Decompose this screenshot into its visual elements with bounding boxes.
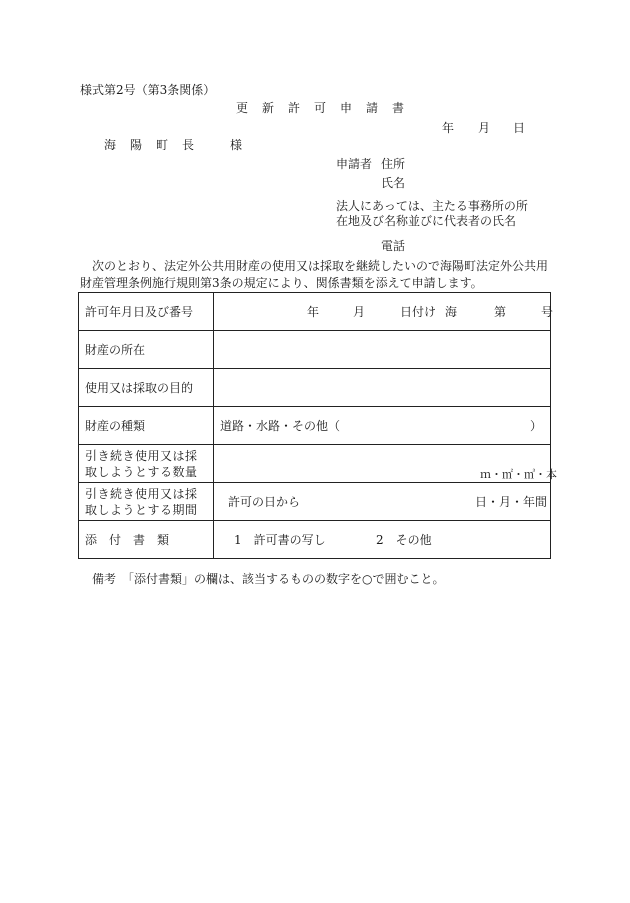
date-day-label: 日	[513, 121, 526, 135]
form-number: 様式第2号（第3条関係）	[80, 83, 216, 97]
attachment-item-1: 1 許可書の写し	[234, 533, 326, 547]
body-text-line-1: 次のとおり、法定外公共用財産の使用又は採取を継続したいので海陽町法定外公共用	[92, 259, 549, 273]
permit-number-label: 許可年月日及び番号	[79, 293, 214, 331]
quantity-label-line-1: 引き続き使用又は採	[85, 448, 198, 463]
date-month-label: 月	[478, 121, 491, 135]
period-label	[79, 483, 214, 521]
period-label-line-2: 取しようとする期間	[85, 502, 198, 517]
purpose-label: 使用又は採取の目的	[79, 369, 214, 407]
body-text-line-2: 財産管理条例施行規則第3条の規定により、関係書類を添えて申請します。	[80, 276, 483, 290]
permit-go-label: 号	[541, 305, 554, 319]
remarks-note: 備考 「添付書類」の欄は、該当するものの数字を○で囲むこと。	[92, 572, 445, 586]
location-label: 財産の所在	[79, 331, 214, 369]
document-title: 更 新 許 可 申 請 書	[236, 101, 406, 115]
permit-dated-label: 日付け	[400, 305, 437, 319]
property-type-close-paren: ）	[530, 419, 543, 433]
attachments-label: 添 付 書 類	[79, 521, 214, 559]
quantity-field[interactable]	[214, 445, 557, 483]
permit-kai-label: 海	[445, 305, 458, 319]
attachments-field[interactable]	[214, 521, 551, 559]
table-row-location	[79, 331, 551, 369]
applicant-label: 申請者	[336, 157, 373, 171]
purpose-field[interactable]	[214, 369, 551, 407]
permit-dai-label: 第	[494, 305, 507, 319]
addressee: 海 陽 町 長	[104, 138, 196, 152]
period-field[interactable]	[214, 483, 551, 521]
permit-month-label: 月	[353, 305, 366, 319]
permit-number-field[interactable]	[214, 293, 554, 331]
property-type-field[interactable]	[214, 407, 551, 445]
period-label-line-1: 引き続き使用又は採	[85, 486, 198, 501]
applicant-name-label: 氏名	[381, 176, 406, 190]
addressee-honorific: 様	[230, 138, 243, 152]
property-type-options: 道路・水路・その他（	[220, 419, 341, 433]
corporate-note-line-1: 法人にあっては、主たる事務所の所	[336, 199, 528, 213]
location-field[interactable]	[214, 331, 551, 369]
applicant-phone-label: 電話	[381, 239, 406, 253]
table-row-purpose	[79, 369, 551, 407]
table-row-attachments	[79, 521, 551, 559]
attachment-item-2: 2 その他	[376, 533, 432, 547]
property-type-label: 財産の種類	[79, 407, 214, 445]
applicant-address-label: 住所	[381, 157, 406, 171]
quantity-label-line-2: 取しようとする数量	[85, 464, 198, 479]
table-row-property-type	[79, 407, 551, 445]
table-row-permit-number	[79, 293, 551, 331]
quantity-label	[79, 445, 214, 483]
application-table	[78, 292, 557, 559]
corporate-note-line-2: 在地及び名称並びに代表者の氏名	[336, 214, 517, 228]
date-year-label: 年	[442, 121, 455, 135]
period-units: 日・月・年間	[475, 495, 548, 509]
period-from-text: 許可の日から	[228, 495, 301, 509]
table-row-quantity	[79, 445, 551, 483]
permit-year-label: 年	[307, 305, 320, 319]
quantity-units: ｍ・㎡・㎥・本	[480, 468, 557, 481]
table-row-period	[79, 483, 551, 521]
